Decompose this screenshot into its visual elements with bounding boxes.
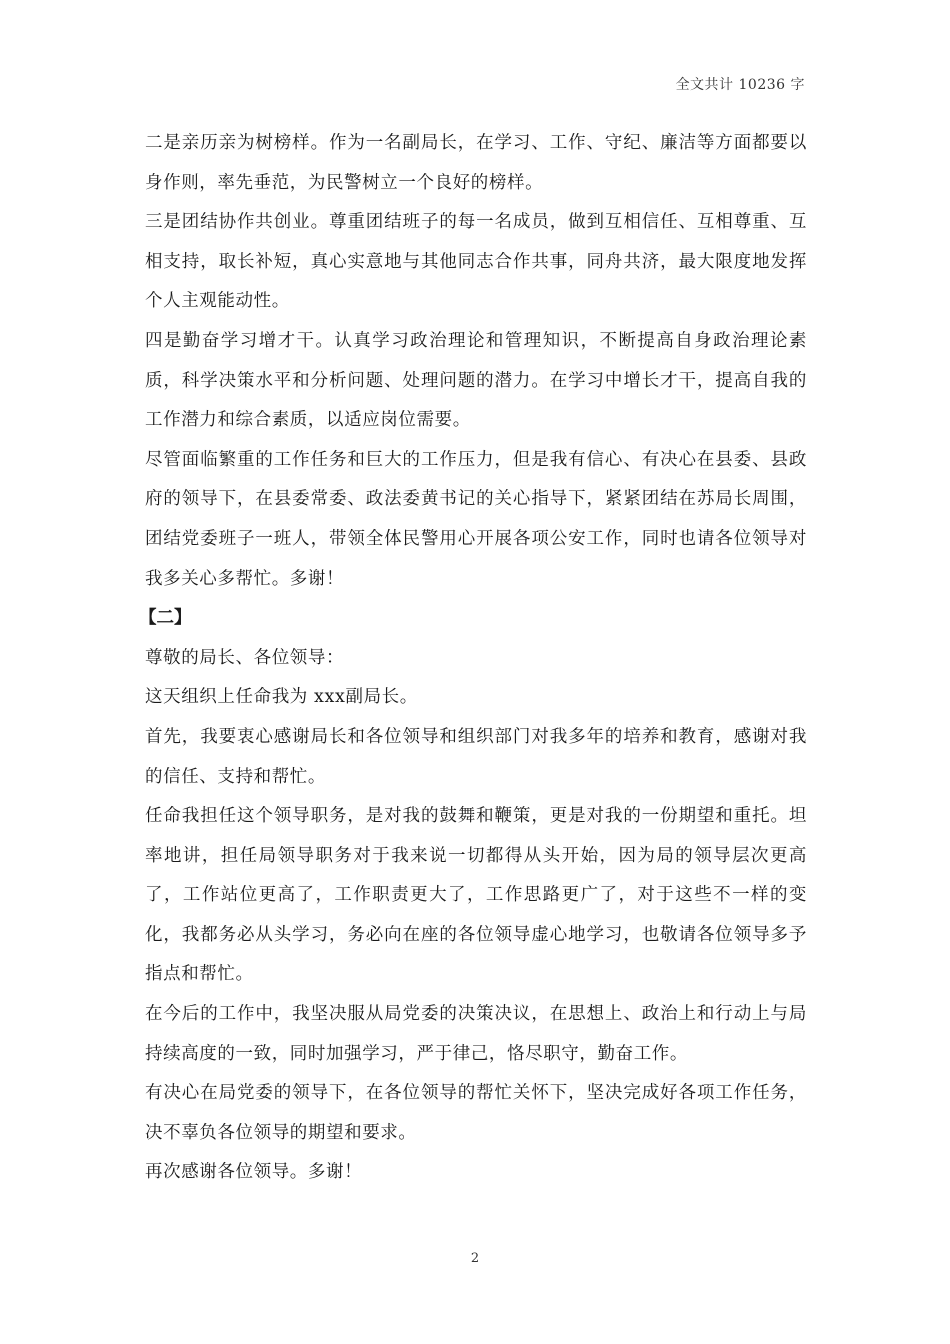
salutation: 尊敬的局长、各位领导： <box>145 647 345 668</box>
paragraph: 首先，我要衷心感谢局长和各位领导和组织部门对我多年的培养和教育，感谢对我的信任、支持和帮忙。 <box>145 726 807 787</box>
paragraph: 四是勤奋学习增才干。认真学习政治理论和管理知识，不断提高自身政治理论素质，科学决策水平和分析问题、处理问题的潜力。在学习中增长才干，提高自我的工作潜力和综合素质，以适应岗位需要。 <box>145 330 807 431</box>
document-body <box>139 124 807 1193</box>
paragraph: 尽管面临繁重的工作任务和巨大的工作压力，但是我有信心、有决心在县委、县政府的领导下，在县委常委、政法委黄书记的关心指导下，紧紧团结在苏局长周围，团结党委班子一班人，带领全体民警用心开展各项公安工作，同时也请各位领导对我多关心多帮忙。多谢！ <box>145 449 807 589</box>
paragraph: 有决心在局党委的领导下，在各位领导的帮忙关怀下，坚决完成好各项工作任务，决不辜负各位领导的期望和要求。 <box>145 1083 807 1143</box>
closing: 再次感谢各位领导。多谢！ <box>145 1162 363 1183</box>
paragraph: 三是团结协作共创业。尊重团结班子的每一名成员，做到互相信任、互相尊重、互相支持，取长补短，真心实意地与其他同志合作共事，同舟共济，最大限度地发挥个人主观能动性。 <box>145 212 807 312</box>
paragraph: 在今后的工作中，我坚决服从局党委的决策决议，在思想上、政治上和行动上与局持续高度的一致，同时加强学习，严于律己，恪尽职守，勤奋工作。 <box>145 1004 807 1064</box>
word-count-header: 全文共计 10236 字 <box>675 77 805 93</box>
paragraph: 任命我担任这个领导职务，是对我的鼓舞和鞭策，更是对我的一份期望和重托。坦率地讲，担任局领导职务对于我来说一切都得从头开始，因为局的领导层次更高了，工作站位更高了，工作职责更大了，工作思路更广了，对于这些不一样的变化，我都务必从头学习，务必向在座的各位领导虚心地学习，也敬请各位领导多予指点和帮忙。 <box>145 806 807 985</box>
paragraph: 这天组织上任命我为 xxx副局长。 <box>145 687 418 708</box>
section-heading: 【二】 <box>139 608 192 629</box>
paragraph: 二是亲历亲为树榜样。作为一名副局长，在学习、工作、守纪、廉洁等方面都要以身作则，率先垂范，为民警树立一个良好的榜样。 <box>145 133 807 193</box>
page-number: 2 <box>470 1251 480 1266</box>
